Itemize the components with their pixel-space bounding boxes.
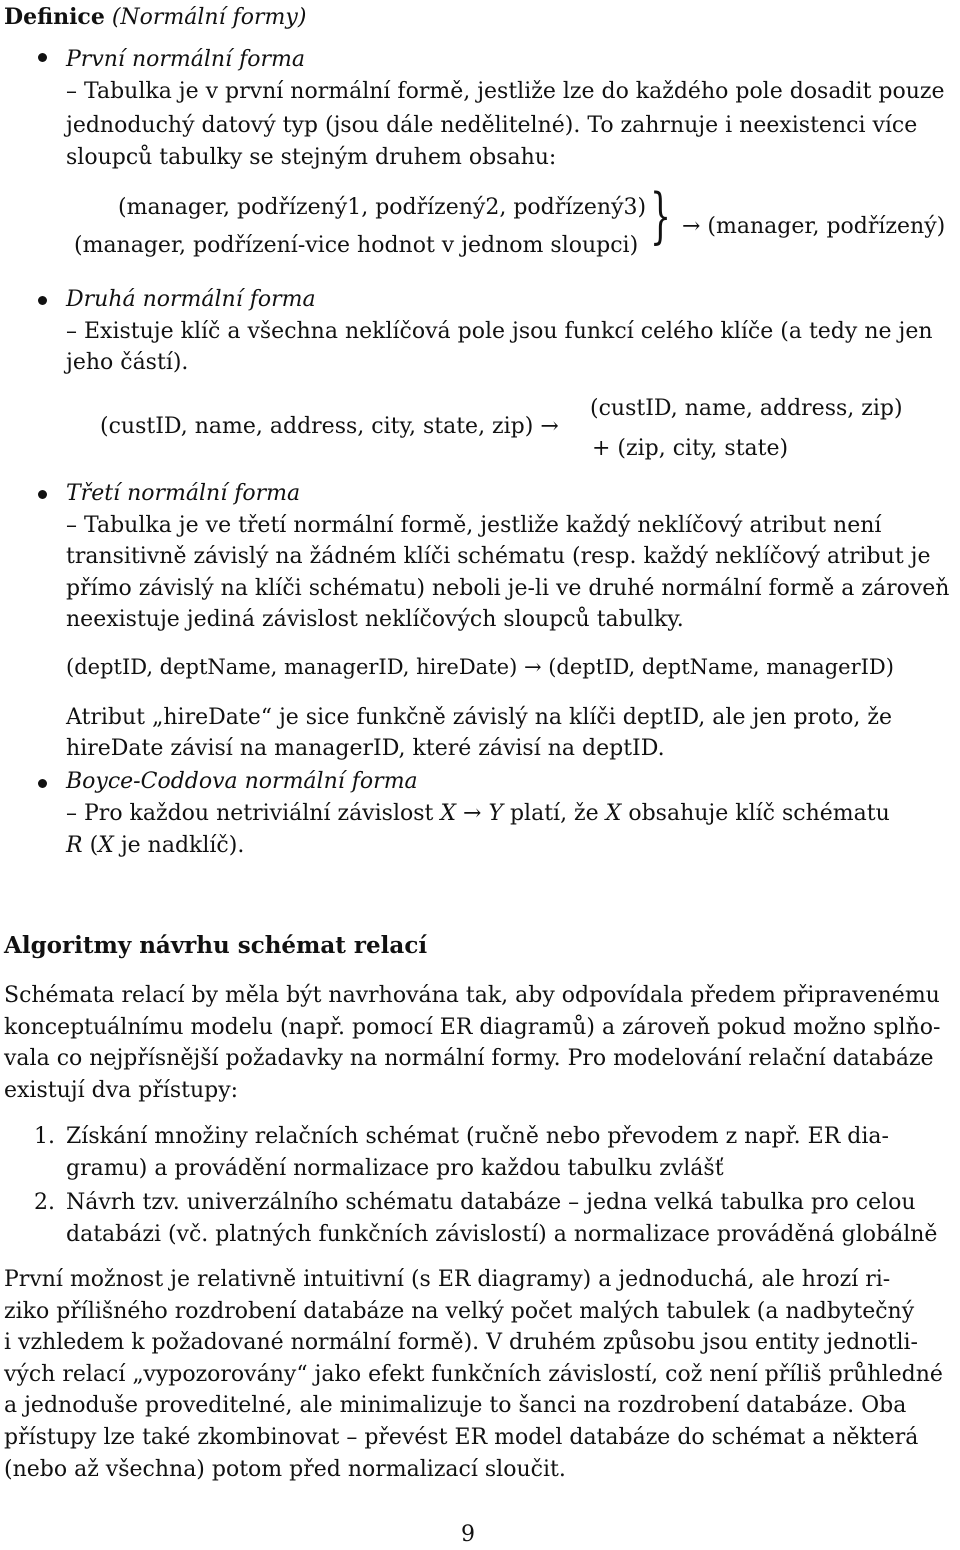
list-item-line: Získání množiny relačních schémat (ručně nebo převodem z např. ER dia- <box>66 1124 889 1149</box>
outro-line: i vzhledem k požadované normální formě). V druhém způsobu jsou entity jednotli- <box>4 1330 918 1355</box>
intro-line: existují dva přístupy: <box>4 1078 239 1103</box>
nf3-line: transitivně závislý na žádném klíči schématu (resp. každý neklíčový atribut je <box>66 544 931 569</box>
bcnf-title: Boyce-Coddova normální forma <box>66 769 418 794</box>
nf2-title: Druhá normální forma <box>66 287 316 312</box>
page-number: 9 <box>461 1522 475 1547</box>
nf2-line: jeho částí). <box>66 350 189 375</box>
nf1-title: První normální forma <box>66 47 305 72</box>
outro-line: a jednoduše proveditelné, ale minimalizuje to šanci na rozdrobení databáze. Oba <box>4 1393 907 1418</box>
bullet-nf1 <box>38 53 47 62</box>
list-item-line: databázi (vč. platných funkčních závislostí) a normalizace prováděná globálně <box>66 1222 938 1247</box>
nf1-example-right: → (manager, podřízený) <box>682 214 946 239</box>
nf2-example-left: (custID, name, address, city, state, zip) → <box>100 414 559 439</box>
outro-line: (nebo až všechna) potom před normalizací sloučit. <box>4 1457 566 1482</box>
outro-line: přístupy lze také zkombinovat – převést ER model databáze do schémat a některá <box>4 1425 919 1450</box>
intro-line: konceptuálnímu modelu (např. pomocí ER diagramů) a zároveň pokud možno splňo- <box>4 1015 941 1040</box>
list-item-number: 1. <box>34 1124 55 1149</box>
nf2-example-right: (custID, name, address, zip) <box>590 396 903 421</box>
definition-heading <box>4 2 306 33</box>
list-item-line: Návrh tzv. univerzálního schématu databáze – jedna velká tabulka pro celou <box>66 1190 916 1215</box>
nf3-line: neexistuje jediná závislost neklíčových sloupců tabulky. <box>66 607 684 632</box>
bullet-nf3 <box>38 490 47 499</box>
nf2-line: – Existuje klíč a všechna neklíčová pole jsou funkcí celého klíče (a tedy ne jen <box>66 319 933 344</box>
bcnf-line: R (X je nadklíč). <box>66 833 245 858</box>
list-item-number: 2. <box>34 1190 55 1215</box>
nf1-line: sloupců tabulky se stejným druhem obsahu: <box>66 145 557 170</box>
list-item-line: gramu) a provádění normalizace pro každou tabulku zvlášť <box>66 1156 724 1181</box>
bullet-nf2 <box>38 296 47 305</box>
nf3-example: (deptID, deptName, managerID, hireDate) → (deptID, deptName, managerID) <box>66 655 894 679</box>
bullet-bcnf <box>38 779 47 788</box>
nf1-line: jednoduchý datový typ (jsou dále nedělitelné). To zahrnuje i neexistenci více <box>66 113 918 138</box>
nf3-note: Atribut „hireDate“ je sice funkčně závislý na klíči deptID, ale jen proto, že <box>66 705 892 730</box>
nf3-title: Třetí normální forma <box>66 481 301 506</box>
nf2-example-right: + (zip, city, state) <box>592 436 789 461</box>
nf1-example-left: (manager, podřízení-vice hodnot v jednom sloupci) <box>74 233 639 258</box>
nf3-line: přímo závislý na klíči schématu) neboli je-li ve druhé normální formě a zároveň <box>66 576 950 601</box>
nf3-note: hireDate závisí na managerID, které závisí na deptID. <box>66 736 665 761</box>
outro-line: První možnost je relativně intuitivní (s ER diagramy) a jednoduchá, ale hrozí ri- <box>4 1267 891 1292</box>
nf3-line: – Tabulka je ve třetí normální formě, jestliže každý neklíčový atribut není <box>66 513 882 538</box>
bcnf-line: – Pro každou netriviální závislost X → Y platí, že X obsahuje klíč schématu <box>66 801 890 826</box>
brace-icon: } <box>650 181 672 251</box>
section-heading: Algoritmy návrhu schémat relací <box>4 932 428 959</box>
outro-line: vých relací „vypozorovány“ jako efekt funkčních závislostí, což není příliš průhledné <box>4 1362 943 1387</box>
definition-title: Definice <box>4 4 105 30</box>
nf1-line: – Tabulka je v první normální formě, jestliže lze do každého pole dosadit pouze <box>66 79 945 104</box>
intro-line: vala co nejpřísnější požadavky na normální formy. Pro modelování relační databáze <box>4 1046 934 1071</box>
nf1-example-left: (manager, podřízený1, podřízený2, podřízený3) <box>118 195 647 220</box>
definition-subtitle: (Normální formy) <box>111 5 307 30</box>
intro-line: Schémata relací by měla být navrhována tak, aby odpovídala předem připravenému <box>4 983 940 1008</box>
outro-line: ziko přílišného rozdrobení databáze na velký počet malých tabulek (a nadbytečný <box>4 1299 915 1324</box>
